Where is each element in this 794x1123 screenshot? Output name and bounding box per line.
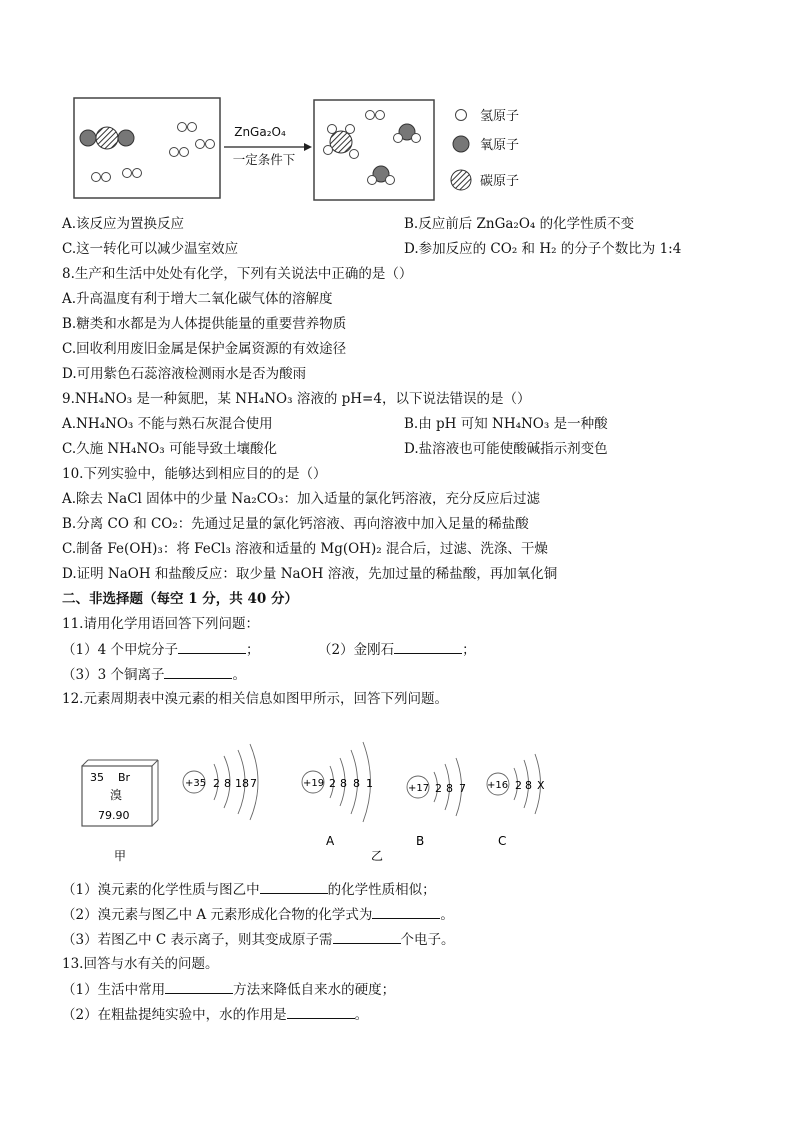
a-shell-1: 2 <box>329 777 336 790</box>
c-nucleus: +16 <box>487 780 509 791</box>
a-shell-3: 8 <box>353 777 360 790</box>
b-shell-2: 8 <box>446 782 453 795</box>
q12-part1 <box>62 880 436 899</box>
q7-option-b[interactable]: B.反应前后 ZnGa₂O₄ 的化学性质不变 <box>404 216 635 232</box>
q12-part2-end: 。 <box>440 907 454 923</box>
q11-part3-end: 。 <box>232 667 246 683</box>
element-mass: 79.90 <box>98 809 130 822</box>
b-shell-3: 7 <box>459 782 466 795</box>
c-shell-3: X <box>537 779 545 792</box>
q13-part2 <box>62 1005 368 1024</box>
q9-option-b[interactable]: B.由 pH 可知 NH₄NO₃ 是一种酸 <box>404 416 608 432</box>
q11-part2: （2）金刚石 <box>318 642 395 658</box>
q12-blank1[interactable] <box>260 880 328 894</box>
element-symbol: Br <box>118 771 131 784</box>
q9-option-a[interactable]: A.NH₄NO₃ 不能与熟石灰混合使用 <box>62 416 273 432</box>
element-number: 35 <box>90 771 104 784</box>
q11-part1-end: ； <box>245 642 260 658</box>
q8-option-c[interactable]: C.回收利用废旧金属是保护金属资源的有效途径 <box>62 341 347 357</box>
svg-text:碳原子: 碳原子 <box>480 174 520 189</box>
a-shell-2: 8 <box>340 777 347 790</box>
a-nucleus: +19 <box>303 778 325 789</box>
q11-part3: （3）3 个铜离子 <box>62 667 165 683</box>
legend-h-icon <box>456 110 467 121</box>
q11-blank2[interactable] <box>394 640 462 654</box>
q7-option-c[interactable]: C.这一转化可以减少温室效应 <box>62 241 239 257</box>
q10-stem: 10.下列实验中，能够达到相应目的的是（） <box>62 466 327 482</box>
label-c: C <box>498 834 507 848</box>
q13-stem: 13.回答与水有关的问题。 <box>62 956 219 972</box>
element-structure-figure <box>74 724 564 864</box>
br-shell-4: 7 <box>250 777 257 790</box>
element-name: 溴 <box>110 788 123 802</box>
svg-text:氧原子: 氧原子 <box>480 138 520 153</box>
q9-options-row2 <box>62 440 608 458</box>
section-heading: 二、非选择题（每空 1 分，共 40 分） <box>62 591 298 607</box>
q11-row1 <box>62 640 476 659</box>
br-shell-2: 8 <box>224 777 231 790</box>
co2-molecule <box>80 127 134 149</box>
label-yi: 乙 <box>371 849 384 863</box>
q11-part2-wrap <box>318 640 476 659</box>
br-shell-1: 2 <box>213 777 220 790</box>
q11-stem: 11.请用化学用语回答下列问题： <box>62 616 259 632</box>
br-nucleus: +35 <box>185 778 207 789</box>
c-shell-2: 8 <box>525 779 532 792</box>
q8-stem: 8.生产和生活中处处有化学，下列有关说法中正确的是（） <box>62 266 413 282</box>
q12-part3 <box>62 930 455 949</box>
br-shell-3: 18 <box>235 777 249 790</box>
q10-option-d[interactable]: D.证明 NaOH 和盐酸反应：取少量 NaOH 溶液，先加过量的稀盐酸，再加氧化铜 <box>62 566 558 582</box>
q12-part3-end: 个电子。 <box>400 932 455 948</box>
legend-c-icon <box>451 170 471 190</box>
reaction-diagram <box>72 96 542 202</box>
q13-part2-text: （2）在粗盐提纯实验中，水的作用是 <box>62 1007 287 1023</box>
q7-option-d[interactable]: D.参加反应的 CO₂ 和 H₂ 的分子个数比为 1:4 <box>404 241 682 257</box>
q13-blank1[interactable] <box>165 980 233 994</box>
q12-part3-text: （3）若图乙中 C 表示离子，则其变成原子需 <box>62 932 333 948</box>
q13-part1-text: （1）生活中常用 <box>62 982 166 998</box>
legend-o-icon <box>453 136 469 152</box>
q12-part2-text: （2）溴元素与图乙中 A 元素形成化合物的化学式为 <box>62 907 373 923</box>
q13-part1-end: 方法来降低自来水的硬度； <box>233 982 396 998</box>
q12-part1-text: （1）溴元素的化学性质与图乙中 <box>62 882 260 898</box>
q11-blank1[interactable] <box>178 640 246 654</box>
q12-blank3[interactable] <box>333 930 401 944</box>
q11-part2-end: ； <box>462 642 476 658</box>
b-shell-1: 2 <box>435 782 442 795</box>
label-a: A <box>326 834 335 848</box>
q7-options-row1 <box>62 215 635 233</box>
q10-option-b[interactable]: B.分离 CO 和 CO₂：先通过足量的氯化钙溶液、再向溶液中加入足量的稀盐酸 <box>62 516 529 532</box>
q8-option-d[interactable]: D.可用紫色石蕊溶液检测雨水是否为酸雨 <box>62 366 307 382</box>
q9-stem: 9.NH₄NO₃ 是一种氮肥，某 NH₄NO₃ 溶液的 pH=4，以下说法错误的是（） <box>62 391 531 407</box>
q10-option-c[interactable]: C.制备 Fe(OH)₃：将 FeCl₃ 溶液和适量的 Mg(OH)₂ 混合后，过滤、洗涤、干燥 <box>62 541 548 557</box>
c-shell-1: 2 <box>515 779 522 792</box>
a-shell-4: 1 <box>366 777 373 790</box>
q12-stem: 12.元素周期表中溴元素的相关信息如图甲所示，回答下列问题。 <box>62 691 448 707</box>
q8-option-a[interactable]: A.升高温度有利于增大二氧化碳气体的溶解度 <box>62 291 333 307</box>
q7-option-a[interactable]: A.该反应为置换反应 <box>62 216 185 232</box>
label-b: B <box>416 834 425 848</box>
legend <box>451 109 519 190</box>
q13-part1 <box>62 980 395 999</box>
q12-part2 <box>62 905 454 924</box>
q9-option-d[interactable]: D.盐溶液也可能使酸碱指示剂变色 <box>404 441 608 457</box>
label-jia: 甲 <box>114 849 127 863</box>
q12-blank2[interactable] <box>372 905 440 919</box>
q9-options-row1 <box>62 415 608 433</box>
q12-part1-end: 的化学性质相似； <box>327 882 436 898</box>
condition-label: 一定条件下 <box>232 152 296 167</box>
q11-blank3[interactable] <box>164 665 232 679</box>
q11-row2 <box>62 665 246 684</box>
q11-part1: （1）4 个甲烷分子 <box>62 642 178 658</box>
q13-part2-end: 。 <box>354 1007 369 1023</box>
periodic-table-cell <box>82 760 158 826</box>
q9-option-c[interactable]: C.久施 NH₄NO₃ 可能导致土壤酸化 <box>62 441 278 457</box>
q13-blank2[interactable] <box>287 1005 355 1019</box>
b-nucleus: +17 <box>408 783 430 794</box>
q7-options-row2 <box>62 240 682 258</box>
svg-text:氢原子: 氢原子 <box>480 109 520 124</box>
q10-option-a[interactable]: A.除去 NaCl 固体中的少量 Na₂CO₃：加入适量的氯化钙溶液，充分反应后过滤 <box>62 491 541 507</box>
catalyst-label: ZnGa₂O₄ <box>234 125 286 139</box>
q8-option-b[interactable]: B.糖类和水都是为人体提供能量的重要营养物质 <box>62 316 347 332</box>
